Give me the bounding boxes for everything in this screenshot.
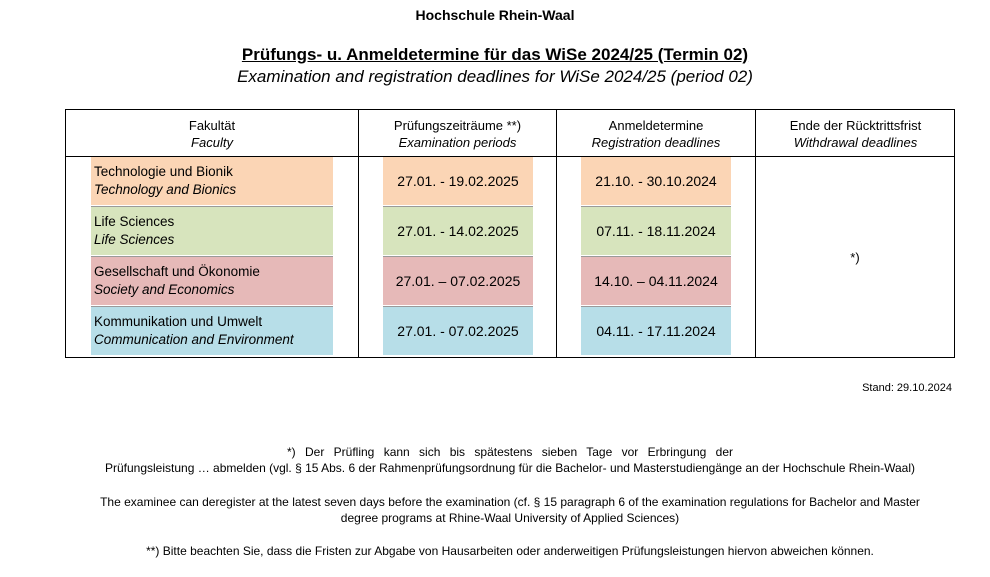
header-faculty-de: Fakultät	[188, 118, 236, 133]
status-date: Stand: 29.10.2024	[862, 382, 952, 394]
faculty-name-en: Life Sciences	[94, 232, 175, 247]
registration-cell: 14.10. – 04.11.2024	[581, 257, 731, 305]
footnote-en-line2: degree programs at Rhine-Waal University of Applied Sciences)	[340, 511, 680, 525]
footnote-de-line1: *) Der Prüfling kann sich bis spätestens sieben Tage vor Erbringung der	[287, 445, 733, 459]
registration-cell: 04.11. - 17.11.2024	[581, 307, 731, 355]
header-exam-en: Examination periods	[398, 135, 517, 150]
header-faculty	[66, 117, 358, 151]
faculty-name-de: Technologie und Bionik	[94, 164, 233, 179]
withdrawal-deadline-cell: *)	[850, 250, 860, 265]
exam-period-cell: 27.01. – 07.02.2025	[383, 257, 533, 305]
faculty-name-de: Gesellschaft und Ökonomie	[94, 264, 260, 279]
page-title-de: Prüfungs- u. Anmeldetermine für das WiSe 2024/25 (Termin 02)	[241, 45, 749, 64]
header-withdrawal	[756, 117, 955, 151]
header-withdrawal-en: Withdrawal deadlines	[793, 135, 918, 150]
organization-name: Hochschule Rhein-Waal	[415, 7, 575, 23]
faculty-cell-communication-environment	[91, 307, 333, 355]
header-exam-de: Prüfungszeiträume **)	[393, 118, 522, 133]
exam-period-cell: 27.01. - 14.02.2025	[383, 207, 533, 255]
faculty-cell-life-sciences	[91, 207, 333, 255]
header-faculty-en: Faculty	[191, 135, 233, 150]
header-registration-de: Anmeldetermine	[608, 118, 704, 133]
header-exam-periods	[359, 117, 556, 151]
footnote-en-line1: The examinee can deregister at the latest seven days before the examination (cf. § 15 paragraph 6 of the examination regulations for Bachelor and Master	[100, 495, 920, 509]
header-withdrawal-de: Ende der Rücktrittsfrist	[789, 118, 922, 133]
faculty-name-de: Kommunikation und Umwelt	[94, 314, 263, 329]
footnote-submission-note: **) Bitte beachten Sie, dass die Fristen zur Abgabe von Hausarbeiten oder anderweitigen Prüfungsleistungen hiervon abweichen können.	[146, 544, 874, 558]
deadlines-table	[65, 109, 955, 358]
page-title-en: Examination and registration deadlines for WiSe 2024/25 (period 02)	[237, 67, 753, 86]
faculty-name-en: Technology and Bionics	[94, 182, 237, 197]
registration-cell: 21.10. - 30.10.2024	[581, 157, 731, 205]
exam-period-cell: 27.01. - 07.02.2025	[383, 307, 533, 355]
faculty-name-en: Communication and Environment	[94, 332, 294, 347]
faculty-name-en: Society and Economics	[94, 282, 235, 297]
faculty-cell-society-economics	[91, 257, 333, 305]
header-registration	[557, 117, 755, 151]
header-registration-en: Registration deadlines	[591, 135, 721, 150]
footnote-de-line2: Prüfungsleistung … abmelden (vgl. § 15 Abs. 6 der Rahmenprüfungsordnung für die Bachelor- und Masterstudiengänge an der Hochschule Rhein-Waal)	[104, 461, 916, 475]
faculty-cell-technology	[91, 157, 333, 205]
faculty-name-de: Life Sciences	[94, 214, 175, 229]
registration-cell: 07.11. - 18.11.2024	[581, 207, 731, 255]
exam-period-cell: 27.01. - 19.02.2025	[383, 157, 533, 205]
